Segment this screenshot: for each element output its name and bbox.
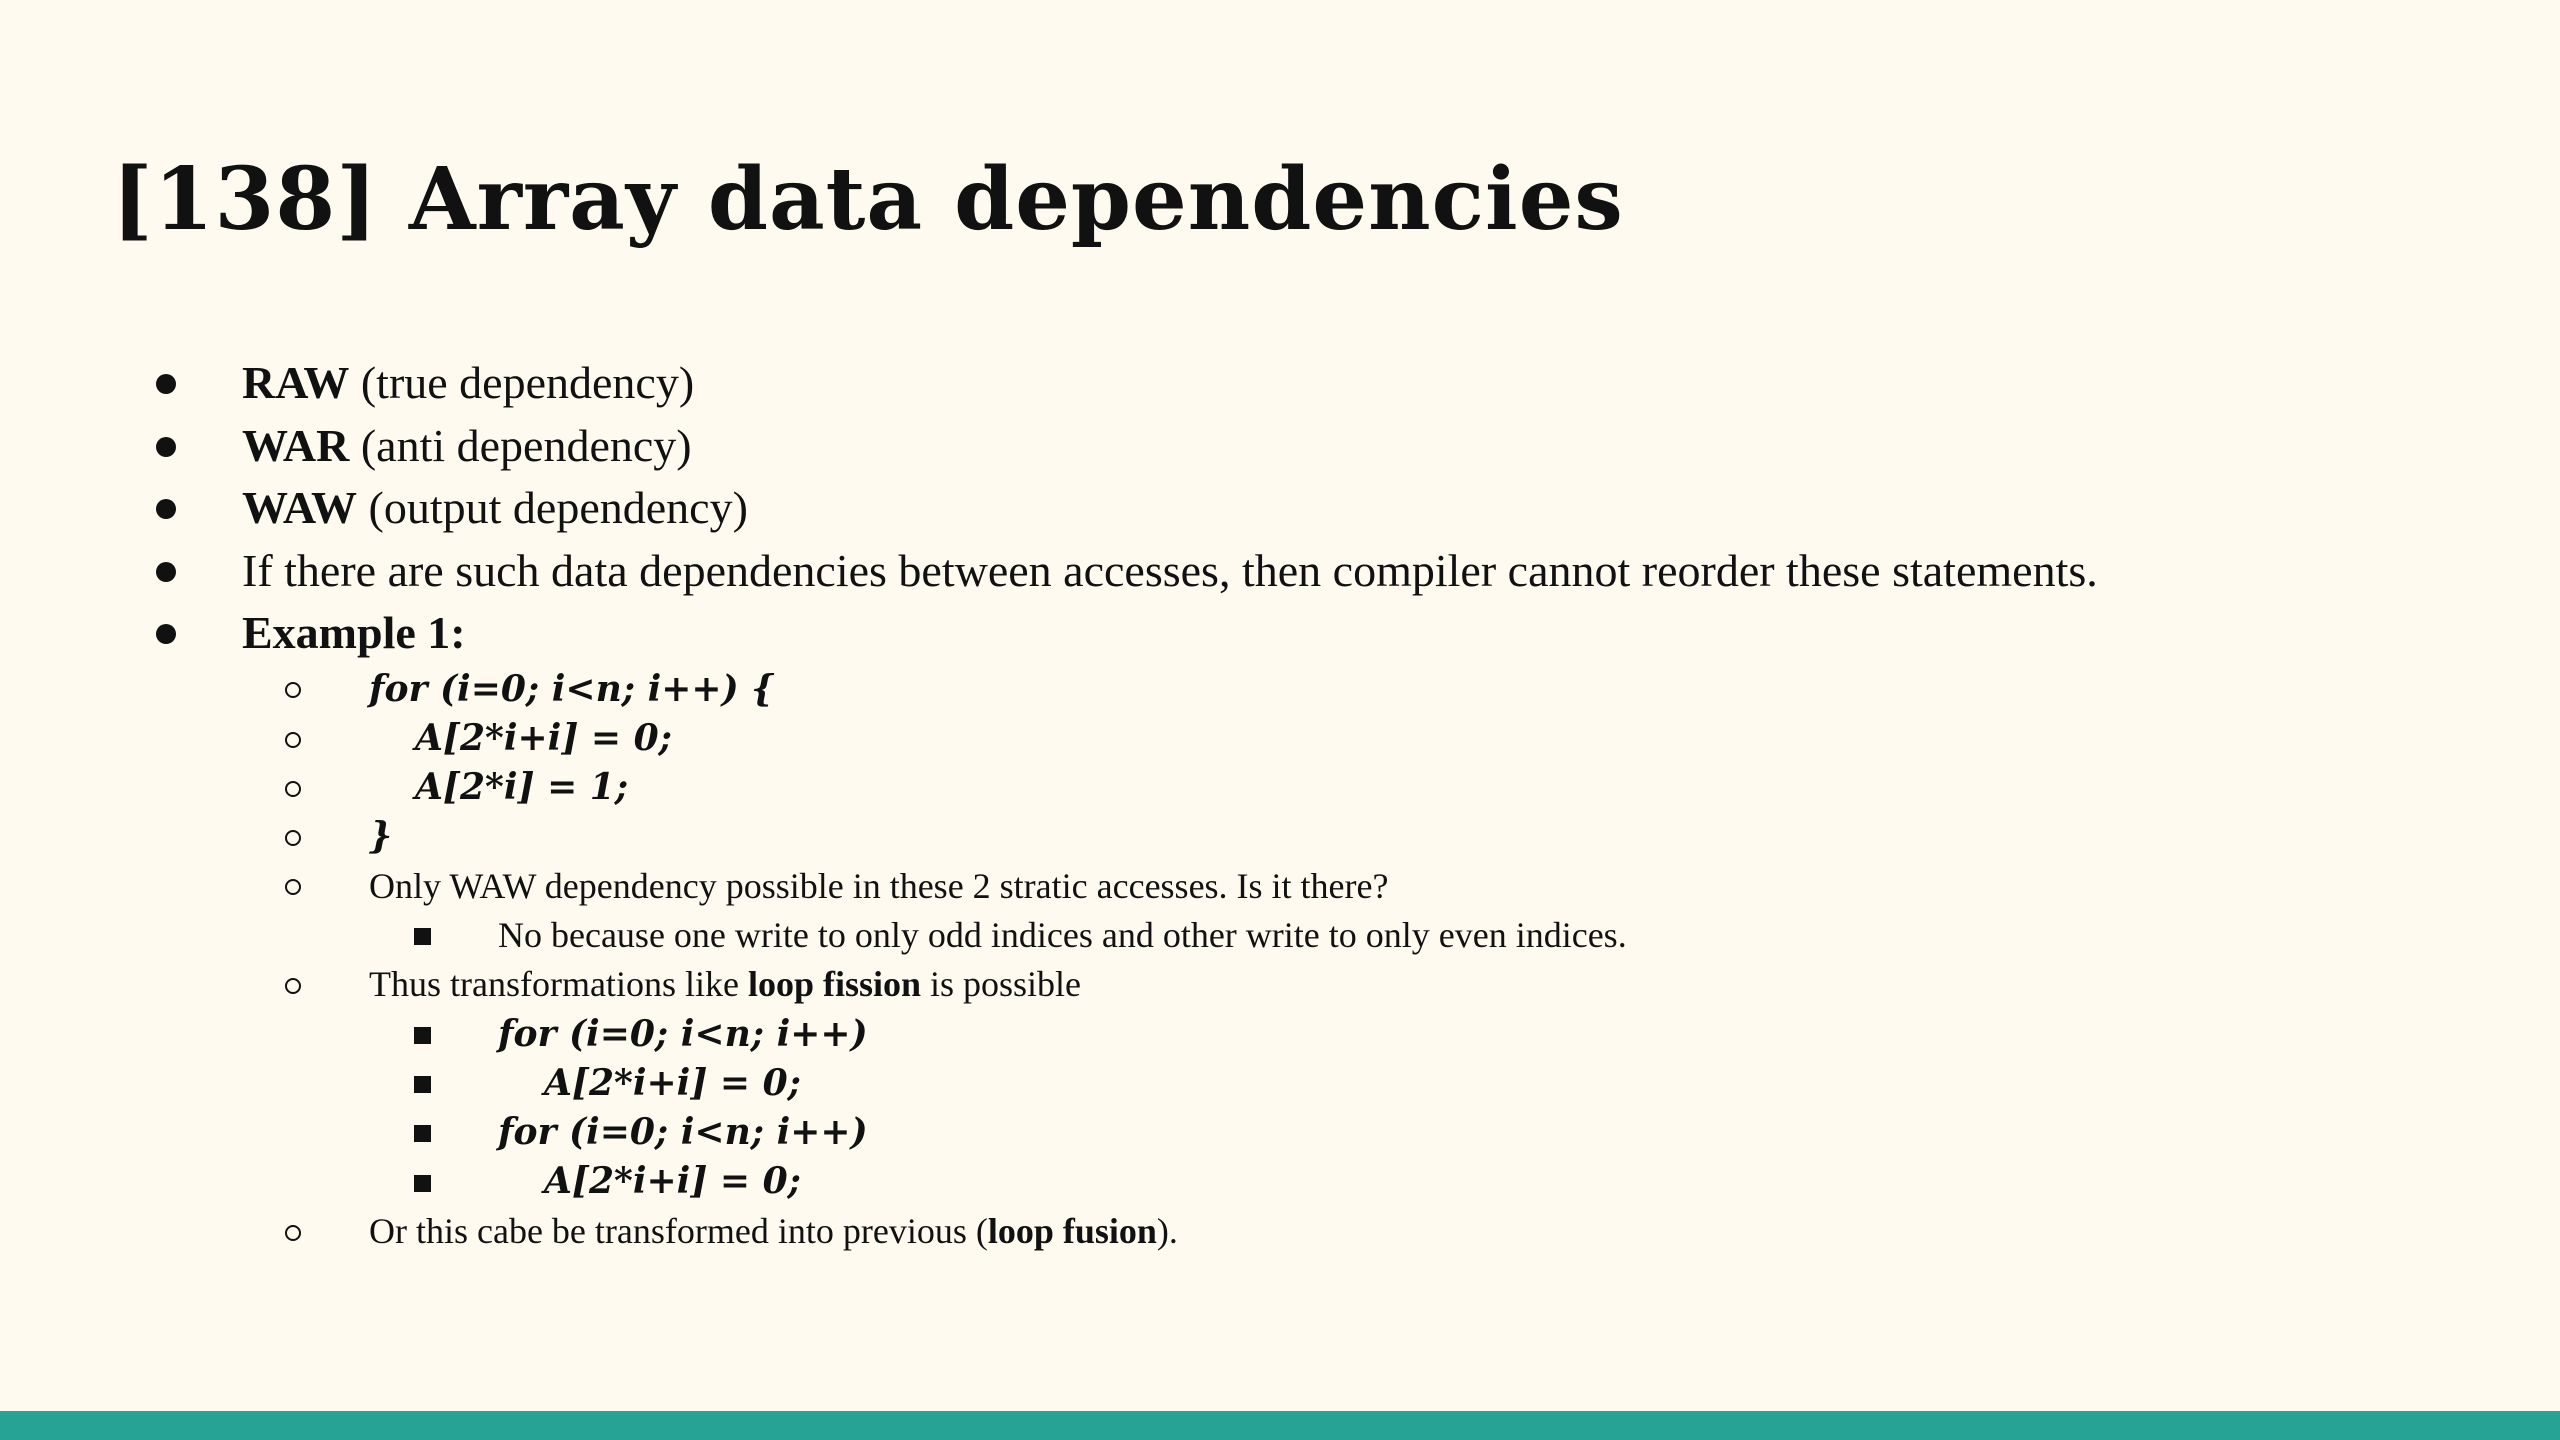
term-war-description: (anti dependency): [349, 419, 692, 471]
term-loop-fusion: loop fusion: [987, 1210, 1157, 1251]
fission-code-line: [0, 1010, 2560, 1059]
waw-answer-text: No because one write to only odd indices and other write to only even indices.: [498, 914, 1627, 955]
term-loop-fission: loop fission: [747, 964, 921, 1005]
waw-question: [0, 862, 2560, 911]
fission-note-suffix: is possible: [921, 964, 1082, 1005]
code-text: }: [369, 815, 393, 858]
accent-bar: [0, 1411, 2560, 1440]
fission-code-line: [0, 1108, 2560, 1157]
slide-title: [138] Array data dependencies: [112, 149, 1624, 250]
waw-answer: [0, 911, 2560, 960]
fission-code-line: [0, 1059, 2560, 1108]
fission-code-line: [0, 1157, 2560, 1206]
bullet-ring-icon: [285, 960, 301, 1009]
fusion-note-text: Or this cabe be transformed into previous (: [369, 1210, 988, 1251]
bullet-waw: [0, 477, 2560, 540]
bullet-dot-icon: [156, 602, 176, 665]
fission-note: [0, 960, 2560, 1009]
bullet-ring-icon: [285, 812, 301, 861]
example-heading: Example 1:: [242, 607, 466, 658]
bullet-war: [0, 415, 2560, 478]
bullet-ring-icon: [285, 862, 301, 911]
code-text: A[2*i+i] = 0;: [544, 1160, 801, 1203]
fusion-note-suffix: ).: [1156, 1210, 1178, 1251]
code-line: [0, 763, 2560, 812]
reorder-note-text: If there are such data dependencies between accesses, then compiler cannot reorder these statements.: [242, 544, 2098, 596]
code-text: for (i=0; i<n; i++): [498, 1012, 868, 1055]
bullet-square-icon: [414, 1059, 431, 1108]
bullet-ring-icon: [285, 714, 301, 763]
bullet-dot-icon: [156, 415, 176, 478]
bullet-list: [0, 352, 2560, 1256]
code-line: [0, 812, 2560, 861]
bullet-square-icon: [414, 911, 431, 960]
bullet-dot-icon: [156, 477, 176, 540]
bullet-dot-icon: [156, 540, 176, 603]
bullet-raw: [0, 352, 2560, 415]
bullet-ring-icon: [285, 665, 301, 714]
term-waw-description: (output dependency): [357, 482, 748, 533]
code-text: A[2*i+i] = 0;: [544, 1061, 801, 1104]
bullet-square-icon: [414, 1157, 431, 1206]
term-raw: RAW: [242, 357, 350, 408]
code-text: A[2*i+i] = 0;: [415, 716, 672, 759]
fission-note-text: Thus transformations like: [369, 964, 748, 1005]
code-text: for (i=0; i<n; i++) {: [369, 667, 775, 710]
bullet-ring-icon: [285, 1207, 301, 1256]
waw-question-text: Only WAW dependency possible in these 2 stratic accesses. Is it there?: [369, 865, 1389, 906]
bullet-square-icon: [414, 1108, 431, 1157]
code-line: [0, 714, 2560, 763]
term-waw: WAW: [242, 482, 358, 533]
fusion-note: [0, 1207, 2560, 1256]
code-line: [0, 665, 2560, 714]
code-text: A[2*i] = 1;: [415, 766, 629, 809]
bullet-ring-icon: [285, 763, 301, 812]
bullet-dot-icon: [156, 352, 176, 415]
code-text: for (i=0; i<n; i++): [498, 1111, 868, 1154]
bullet-square-icon: [414, 1010, 431, 1059]
bullet-example-1: [0, 602, 2560, 665]
term-raw-description: (true dependency): [349, 357, 695, 408]
term-war: WAR: [242, 419, 350, 471]
bullet-reorder-note: [0, 540, 2560, 603]
